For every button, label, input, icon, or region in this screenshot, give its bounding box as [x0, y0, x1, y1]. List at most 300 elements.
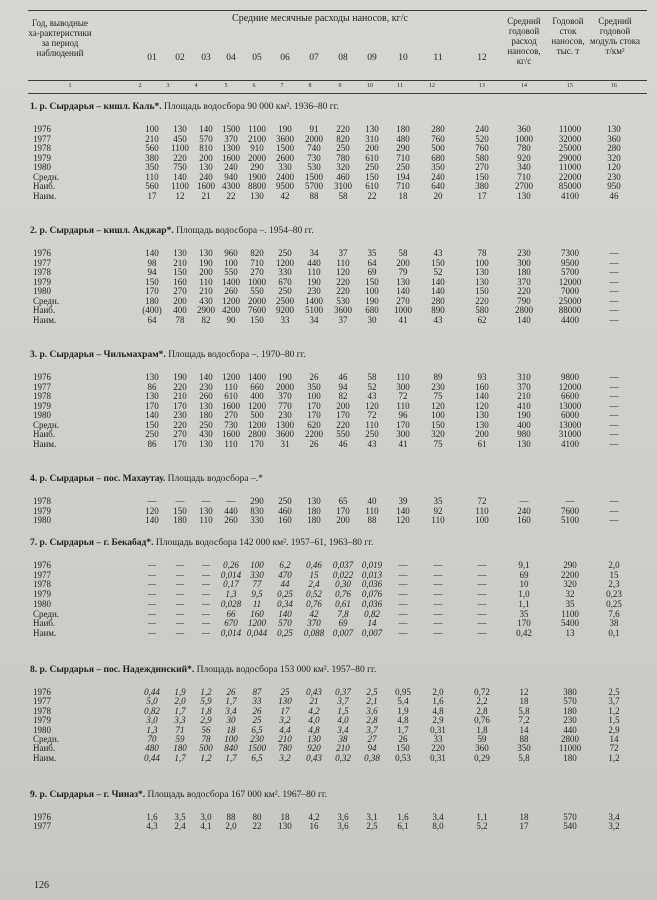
- table-cell: 2800: [561, 734, 579, 744]
- table-cell: 78: [201, 734, 211, 744]
- row-label: 1977: [33, 821, 51, 831]
- table-cell: 640: [431, 181, 445, 191]
- table-cell: 2,4: [174, 821, 186, 831]
- table-cell: 9800: [561, 372, 579, 382]
- table-cell: 77: [252, 579, 262, 590]
- table-cell: 3,4: [432, 812, 444, 822]
- table-cell: 1600: [222, 400, 240, 411]
- table-cell: 250: [199, 419, 213, 430]
- table-row: [0, 296, 657, 306]
- table-cell: 18: [280, 812, 290, 822]
- table-cell: 25000: [558, 295, 582, 306]
- table-cell: 170: [307, 410, 321, 420]
- table-cell: 170: [145, 400, 159, 411]
- table-cell: 2,0: [608, 560, 620, 570]
- row-label: 1978: [33, 705, 51, 716]
- table-cell: 93: [477, 372, 487, 382]
- header-rule-2: [28, 93, 647, 94]
- table-cell: 330: [250, 569, 264, 580]
- table-cell: 2,8: [366, 715, 378, 726]
- table-cell: 190: [199, 257, 213, 268]
- column-index: 3: [166, 83, 170, 89]
- table-cell: —: [398, 608, 408, 619]
- table-cell: 1300: [276, 419, 294, 430]
- table-cell: 13000: [558, 400, 582, 411]
- table-cell: 3600: [334, 305, 352, 315]
- table-cell: —: [609, 505, 619, 516]
- table-cell: 100: [475, 257, 489, 268]
- table-cell: 150: [145, 276, 159, 287]
- table-cell: 2800: [248, 429, 266, 439]
- table-cell: 430: [199, 429, 213, 439]
- table-cell: —: [609, 314, 619, 325]
- table-cell: 610: [224, 391, 238, 401]
- table-cell: —: [398, 579, 408, 590]
- table-cell: 2100: [248, 133, 266, 144]
- table-cell: 120: [365, 400, 379, 411]
- table-cell: —: [609, 248, 619, 258]
- table-cell: —: [175, 560, 184, 570]
- table-cell: 0,29: [474, 752, 490, 763]
- table-cell: 6,2: [279, 560, 291, 570]
- table-cell: 0,43: [306, 687, 322, 697]
- table-cell: 320: [607, 152, 621, 163]
- table-cell: 1,9: [174, 687, 186, 697]
- table-cell: 950: [607, 181, 621, 191]
- table-cell: 4,3: [146, 821, 158, 831]
- table-cell: 32000: [558, 133, 582, 144]
- table-cell: 1600: [222, 152, 240, 163]
- table-cell: 72: [367, 410, 377, 420]
- table-cell: 0,76: [474, 715, 490, 726]
- table-cell: 150: [365, 171, 379, 182]
- table-cell: 920: [307, 743, 321, 754]
- table-cell: 270: [173, 429, 187, 439]
- table-cell: 180: [307, 505, 321, 516]
- table-row: [0, 496, 657, 506]
- row-label: 1979: [33, 589, 51, 600]
- table-cell: 840: [224, 743, 238, 754]
- table-row: [0, 372, 657, 382]
- table-cell: 220: [475, 295, 489, 306]
- section-title: [30, 474, 263, 484]
- table-cell: 1,6: [146, 812, 158, 822]
- table-cell: 110: [199, 276, 213, 287]
- table-cell: 2,8: [476, 705, 488, 716]
- table-cell: 11000: [558, 743, 582, 754]
- row-label: Наим.: [33, 627, 57, 638]
- section-station: р. Сырдарья – пос. Махаутау.: [39, 474, 166, 484]
- table-cell: 100: [307, 391, 321, 401]
- table-cell: 770: [278, 400, 292, 411]
- table-cell: 58: [338, 190, 348, 201]
- table-cell: 17: [147, 190, 157, 201]
- table-cell: 120: [145, 505, 159, 516]
- table-row: [0, 628, 657, 638]
- table-cell: 14: [519, 724, 529, 735]
- table-cell: —: [201, 598, 210, 609]
- table-cell: 100: [224, 257, 238, 268]
- table-cell: 220: [336, 124, 350, 134]
- table-cell: —: [147, 579, 156, 590]
- table-cell: 110: [145, 171, 159, 182]
- table-cell: 240: [475, 124, 489, 134]
- table-cell: 180: [517, 267, 531, 277]
- row-label: Средн.: [33, 171, 60, 182]
- row-label: 1979: [33, 152, 51, 163]
- table-row: [0, 560, 657, 570]
- table-cell: 1900: [248, 171, 266, 182]
- table-cell: 25: [280, 687, 290, 697]
- table-cell: 400: [517, 419, 531, 430]
- section-title: [30, 538, 373, 548]
- table-cell: 43: [433, 314, 443, 325]
- table-cell: 230: [517, 248, 531, 258]
- table-cell: 1,2: [200, 687, 212, 697]
- table-cell: 160: [278, 515, 292, 525]
- table-cell: 220: [336, 286, 350, 296]
- row-label: 1980: [33, 286, 51, 296]
- section-station: р. Сырдарья – кишл. Каль*.: [39, 102, 162, 112]
- table-cell: 14: [367, 618, 377, 629]
- table-cell: 790: [517, 295, 531, 306]
- table-cell: 35: [519, 608, 529, 619]
- table-row: [0, 277, 657, 287]
- table-cell: 9500: [561, 257, 579, 268]
- table-cell: 710: [396, 181, 410, 191]
- table-cell: 1,3: [146, 724, 158, 735]
- table-row: [0, 821, 657, 831]
- section-meta: Площадь водосбора 167 000 км². 1967–80 гг.: [147, 790, 328, 800]
- table-cell: 780: [336, 152, 350, 163]
- table-cell: —: [175, 608, 184, 619]
- table-cell: 130: [517, 438, 531, 449]
- table-cell: 78: [477, 248, 487, 258]
- table-cell: 42: [280, 190, 290, 201]
- table-cell: —: [433, 560, 443, 570]
- table-cell: 43: [433, 248, 443, 258]
- table-cell: 560: [145, 143, 159, 153]
- table-cell: 680: [431, 152, 445, 163]
- table-cell: 0,028: [220, 598, 242, 609]
- table-row: [0, 134, 657, 144]
- table-cell: 41: [398, 314, 408, 325]
- table-cell: 5,0: [146, 696, 158, 707]
- table-cell: 8,0: [432, 821, 444, 831]
- table-row: [0, 618, 657, 628]
- table-cell: —: [175, 496, 185, 506]
- table-cell: 40: [367, 496, 377, 506]
- table-cell: 2,9: [608, 724, 620, 735]
- table-cell: 1200: [222, 295, 240, 306]
- table-row: [0, 579, 657, 589]
- table-cell: 320: [563, 579, 577, 590]
- table-cell: 190: [278, 124, 292, 134]
- table-cell: 26: [226, 687, 236, 697]
- table-cell: —: [433, 627, 443, 638]
- table-cell: 260: [224, 515, 238, 525]
- table-cell: 210: [336, 743, 350, 754]
- table-cell: —: [609, 400, 619, 411]
- table-cell: 150: [173, 267, 187, 277]
- table-cell: 0,23: [606, 589, 622, 600]
- table-cell: 62: [477, 314, 487, 325]
- table-cell: 750: [173, 162, 187, 172]
- table-cell: —: [398, 589, 408, 600]
- table-cell: 3600: [276, 429, 294, 439]
- table-cell: —: [609, 372, 619, 382]
- table-cell: 88: [226, 812, 236, 822]
- table-cell: 260: [224, 286, 238, 296]
- table-cell: 170: [517, 618, 531, 629]
- table-cell: 130: [145, 372, 159, 382]
- table-cell: 0,37: [335, 687, 351, 697]
- table-cell: 90: [226, 314, 236, 325]
- table-cell: 100: [250, 560, 264, 570]
- table-cell: 7600: [561, 505, 579, 516]
- table-cell: 310: [517, 372, 531, 382]
- table-cell: 360: [607, 133, 621, 144]
- table-cell: 110: [307, 267, 321, 277]
- table-cell: 130: [278, 696, 292, 707]
- table-cell: 1500: [248, 743, 266, 754]
- row-label: 1979: [33, 400, 51, 411]
- table-cell: 37: [338, 314, 348, 325]
- table-cell: 530: [336, 295, 350, 306]
- table-cell: 110: [224, 438, 238, 449]
- table-cell: 86: [147, 381, 157, 392]
- section-title: [30, 226, 314, 236]
- table-cell: 140: [199, 372, 213, 382]
- page-number: 126: [34, 880, 49, 891]
- table-cell: 1200: [248, 419, 266, 430]
- table-cell: 220: [173, 419, 187, 430]
- table-cell: 70: [147, 734, 157, 744]
- table-cell: 2000: [305, 133, 323, 144]
- table-cell: —: [609, 391, 619, 401]
- column-index: 5: [224, 83, 228, 89]
- row-label: Наиб.: [33, 181, 56, 191]
- table-cell: 26: [252, 705, 262, 716]
- section-number: 9.: [30, 790, 38, 800]
- table-cell: 130: [365, 124, 379, 134]
- table-cell: 75: [433, 438, 443, 449]
- column-index: 9: [338, 83, 342, 89]
- table-cell: 280: [431, 295, 445, 306]
- table-cell: 30: [226, 715, 236, 726]
- column-index: 10: [367, 83, 373, 89]
- table-cell: 33: [280, 314, 290, 325]
- table-cell: —: [609, 429, 619, 439]
- table-cell: 0,022: [332, 569, 354, 580]
- table-cell: 190: [307, 276, 321, 287]
- table-cell: 58: [367, 372, 377, 382]
- table-cell: 35: [367, 248, 377, 258]
- table-cell: —: [147, 569, 156, 580]
- table-cell: —: [201, 579, 210, 590]
- table-cell: 26: [309, 372, 319, 382]
- table-cell: 550: [224, 267, 238, 277]
- month-header: 12: [477, 53, 487, 63]
- table-cell: 2700: [515, 181, 533, 191]
- table-cell: 46: [338, 438, 348, 449]
- row-label: 1980: [33, 515, 51, 525]
- table-cell: 370: [278, 391, 292, 401]
- table-cell: 890: [431, 305, 445, 315]
- table-row: [0, 248, 657, 258]
- table-cell: —: [609, 286, 619, 296]
- table-cell: 370: [517, 381, 531, 392]
- table-cell: 64: [147, 314, 157, 325]
- table-cell: 0,72: [474, 687, 490, 697]
- table-cell: —: [147, 618, 156, 629]
- table-cell: 34: [309, 314, 319, 325]
- table-cell: —: [201, 627, 210, 638]
- column-index: 11: [397, 83, 403, 89]
- table-cell: 110: [475, 505, 489, 516]
- table-cell: 120: [475, 400, 489, 411]
- table-cell: 710: [517, 171, 531, 182]
- table-cell: 1100: [171, 181, 189, 191]
- row-label: 1977: [33, 133, 51, 144]
- table-cell: —: [609, 305, 619, 315]
- table-cell: 11: [252, 598, 262, 609]
- row-label: 1976: [33, 248, 51, 258]
- table-cell: 72: [609, 743, 619, 754]
- row-label: 1980: [33, 410, 51, 420]
- table-cell: 1,6: [432, 696, 444, 707]
- table-cell: 320: [431, 429, 445, 439]
- row-label: 1978: [33, 496, 51, 506]
- row-label: 1976: [33, 124, 51, 134]
- column-index: 16: [611, 83, 617, 89]
- table-cell: 1,5: [608, 715, 620, 726]
- table-cell: 380: [563, 687, 577, 697]
- table-cell: 230: [278, 410, 292, 420]
- table-cell: 2,5: [366, 687, 378, 697]
- table-cell: 170: [173, 438, 187, 449]
- table-cell: 0,95: [395, 687, 411, 697]
- row-label: Средн.: [33, 734, 60, 744]
- table-cell: 0,036: [361, 598, 383, 609]
- table-cell: 35: [565, 598, 575, 609]
- column-index: 4: [194, 83, 198, 89]
- row-label: Наиб.: [33, 305, 56, 315]
- table-cell: 820: [336, 133, 350, 144]
- table-cell: 4100: [561, 438, 579, 449]
- table-cell: 580: [475, 305, 489, 315]
- month-header: 03: [201, 53, 211, 63]
- header-monthly-group: Средние месячные расходы наносов, кг/с: [232, 13, 408, 24]
- table-cell: 16: [309, 821, 319, 831]
- table-cell: 33: [433, 734, 443, 744]
- table-cell: 250: [365, 429, 379, 439]
- table-cell: —: [433, 608, 443, 619]
- table-cell: 17: [280, 705, 290, 716]
- table-cell: 3,5: [174, 812, 186, 822]
- row-label: 1980: [33, 598, 51, 609]
- table-cell: 2200: [305, 429, 323, 439]
- table-cell: 3600: [276, 133, 294, 144]
- table-cell: 10: [519, 579, 529, 590]
- table-cell: 2000: [276, 381, 294, 392]
- table-cell: 33: [252, 696, 262, 707]
- table-cell: 670: [278, 276, 292, 287]
- table-cell: 11000: [558, 162, 582, 172]
- table-cell: 64: [367, 257, 377, 268]
- table-cell: —: [609, 276, 619, 287]
- table-cell: 0,82: [364, 608, 380, 619]
- table-cell: 580: [475, 152, 489, 163]
- table-cell: 5,4: [397, 696, 409, 707]
- table-cell: 14: [609, 734, 619, 744]
- table-cell: 270: [224, 410, 238, 420]
- table-cell: 3,6: [337, 821, 349, 831]
- table-cell: 380: [145, 152, 159, 163]
- section-meta: Площадь водосбора –.*: [167, 474, 263, 484]
- table-cell: 130: [173, 248, 187, 258]
- table-cell: —: [609, 438, 619, 449]
- column-index: 7: [280, 83, 284, 89]
- table-cell: 150: [431, 257, 445, 268]
- table-cell: 570: [199, 133, 213, 144]
- table-cell: 21: [309, 696, 319, 707]
- table-cell: 200: [336, 400, 350, 411]
- table-cell: 12000: [558, 381, 582, 392]
- month-header: 02: [175, 53, 185, 63]
- table-cell: 150: [365, 276, 379, 287]
- table-cell: 94: [367, 743, 377, 754]
- table-cell: 200: [199, 267, 213, 277]
- table-cell: 9,1: [518, 560, 530, 570]
- table-cell: 58: [398, 248, 408, 258]
- table-cell: 810: [199, 143, 213, 153]
- table-cell: 2000: [248, 152, 266, 163]
- table-cell: 194: [396, 171, 410, 182]
- table-cell: 110: [396, 372, 410, 382]
- table-cell: 240: [199, 171, 213, 182]
- table-cell: 6,1: [397, 821, 409, 831]
- table-cell: 80: [252, 812, 262, 822]
- table-cell: 570: [278, 618, 292, 629]
- table-cell: 0,44: [144, 752, 160, 763]
- table-cell: 1000: [515, 133, 533, 144]
- table-cell: 4400: [561, 314, 579, 325]
- table-cell: 4300: [222, 181, 240, 191]
- table-row: [0, 391, 657, 401]
- table-cell: —: [477, 560, 487, 570]
- table-cell: 130: [199, 400, 213, 411]
- table-cell: —: [433, 579, 443, 590]
- table-cell: 3,3: [174, 715, 186, 726]
- row-label: 1979: [33, 505, 51, 516]
- table-cell: 120: [607, 162, 621, 172]
- table-cell: 22000: [558, 171, 582, 182]
- table-cell: 130: [607, 124, 621, 134]
- table-cell: 180: [173, 743, 187, 754]
- table-cell: 140: [145, 515, 159, 525]
- table-cell: 240: [517, 505, 531, 516]
- table-cell: 960: [224, 248, 238, 258]
- section-number: 4.: [30, 474, 38, 484]
- table-cell: 22: [226, 190, 236, 201]
- table-cell: 3,4: [337, 724, 349, 735]
- table-cell: 100: [224, 734, 238, 744]
- table-cell: 1,7: [174, 705, 186, 716]
- table-cell: 130: [145, 391, 159, 401]
- column-index: 6: [252, 83, 256, 89]
- table-cell: 2,5: [608, 687, 620, 697]
